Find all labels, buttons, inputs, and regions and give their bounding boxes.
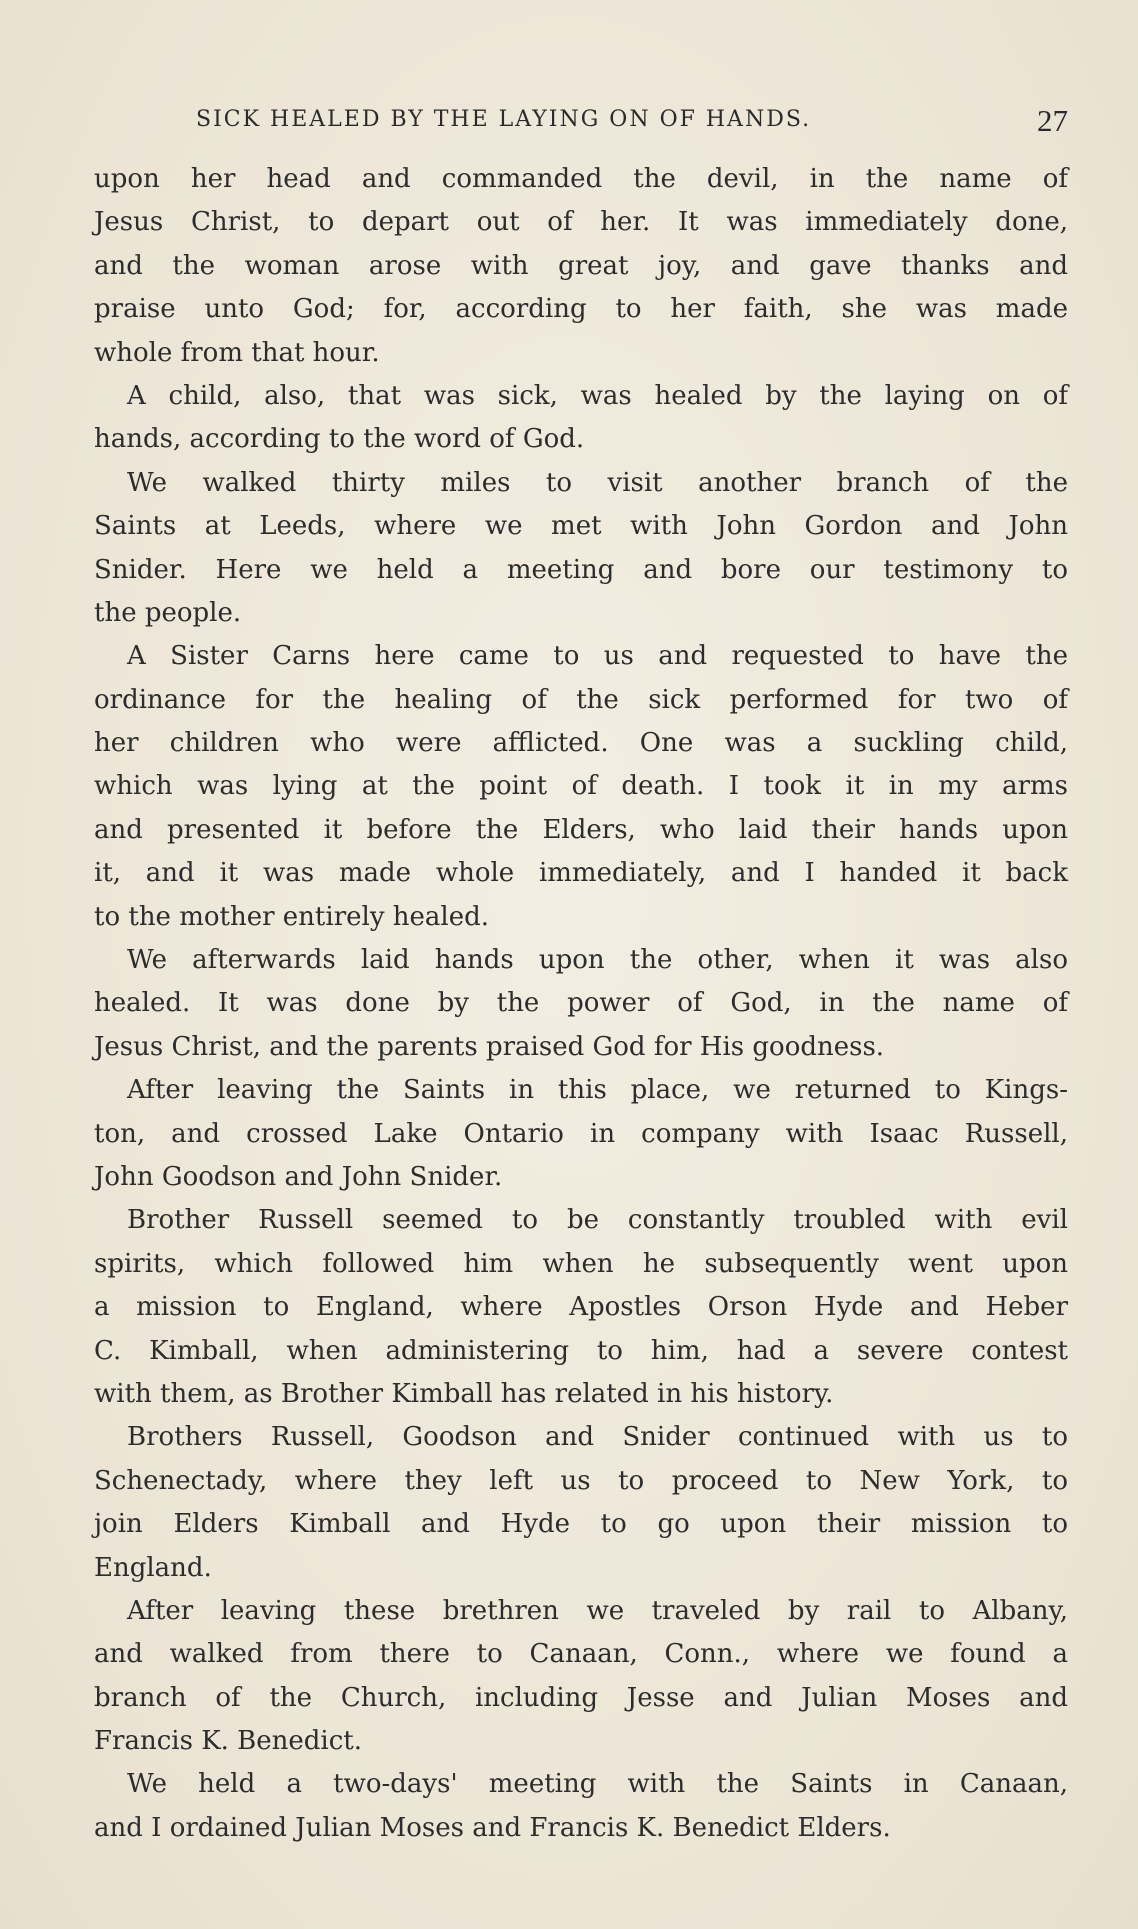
text-line: ordinance for the healing of the sick performed for two of	[94, 684, 1068, 715]
body-text	[94, 158, 1068, 1850]
text-line: Francis K. Benedict.	[94, 1726, 363, 1757]
text-line: Brother Russell seemed to be constantly troubled with evil	[127, 1205, 1068, 1236]
paragraph	[94, 1590, 1068, 1764]
text-line: Saints at Leeds, where we met with John Gordon and John	[94, 511, 1068, 542]
text-line: A child, also, that was sick, was healed by the laying on of	[127, 380, 1068, 411]
text-line: which was lying at the point of death. I took it in my arms	[94, 771, 1068, 802]
text-line: the people.	[94, 597, 242, 628]
text-line: healed. It was done by the power of God, in the name of	[94, 988, 1068, 1019]
paragraph	[94, 158, 1068, 375]
paragraph	[94, 1199, 1068, 1416]
text-line: hands, according to the word of God.	[94, 424, 585, 455]
text-line: and the woman arose with great joy, and gave thanks and	[94, 250, 1068, 281]
paragraph	[94, 939, 1068, 1069]
text-line: We walked thirty miles to visit another branch of the	[127, 467, 1068, 498]
text-line: branch of the Church, including Jesse and Julian Moses and	[94, 1682, 1068, 1713]
text-line: and presented it before the Elders, who laid their hands upon	[94, 814, 1068, 845]
text-line: her children who were afflicted. One was a suckling child,	[94, 728, 1068, 759]
text-line: C. Kimball, when administering to him, had a severe contest	[94, 1335, 1068, 1366]
text-line: England.	[94, 1552, 212, 1583]
paragraph	[94, 1416, 1068, 1590]
text-line: with them, as Brother Kimball has related in his history.	[94, 1378, 834, 1409]
page-number: 27	[1037, 103, 1068, 138]
text-line: After leaving these brethren we traveled by rail to Albany,	[127, 1595, 1068, 1626]
text-line: We afterwards laid hands upon the other, when it was also	[127, 945, 1068, 976]
text-line: upon her head and commanded the devil, in the name of	[94, 164, 1068, 194]
text-line: whole from that hour.	[94, 337, 380, 368]
text-line: After leaving the Saints in this place, we returned to Kings-	[127, 1075, 1068, 1106]
text-line: Schenectady, where they left us to proceed to New York, to	[94, 1465, 1068, 1496]
text-line: spirits, which followed him when he subsequently went upon	[94, 1248, 1068, 1279]
text-line: We held a two-days' meeting with the Saints in Canaan,	[127, 1769, 1068, 1800]
paragraph	[94, 375, 1068, 462]
text-line: Jesus Christ, to depart out of her. It was immediately done,	[94, 207, 1068, 238]
text-line: it, and it was made whole immediately, and I handed it back	[94, 858, 1068, 889]
paragraph	[94, 1763, 1068, 1850]
text-line: Brothers Russell, Goodson and Snider continued with us to	[127, 1422, 1068, 1453]
paragraph	[94, 635, 1068, 939]
text-line: a mission to England, where Apostles Orson Hyde and Heber	[94, 1292, 1068, 1323]
text-line: praise unto God; for, according to her faith, she was made	[94, 294, 1068, 325]
text-line: and walked from there to Canaan, Conn., where we found a	[94, 1639, 1068, 1670]
paragraph	[94, 462, 1068, 636]
text-line: to the mother entirely healed.	[94, 901, 490, 932]
text-line: John Goodson and John Snider.	[94, 1161, 503, 1192]
text-line: join Elders Kimball and Hyde to go upon their mission to	[94, 1509, 1068, 1540]
text-line: Snider. Here we held a meeting and bore our testimony to	[94, 554, 1068, 585]
text-line: A Sister Carns here came to us and requested to have the	[127, 641, 1068, 672]
text-line: ton, and crossed Lake Ontario in company with Isaac Russell,	[94, 1118, 1068, 1149]
paragraph	[94, 1069, 1068, 1199]
text-line: Jesus Christ, and the parents praised God for His goodness.	[94, 1031, 885, 1062]
page-header	[96, 103, 1068, 139]
text-line: and I ordained Julian Moses and Francis K. Benedict Elders.	[94, 1812, 891, 1843]
running-title: SICK HEALED BY THE LAYING ON OF HANDS.	[196, 107, 812, 132]
